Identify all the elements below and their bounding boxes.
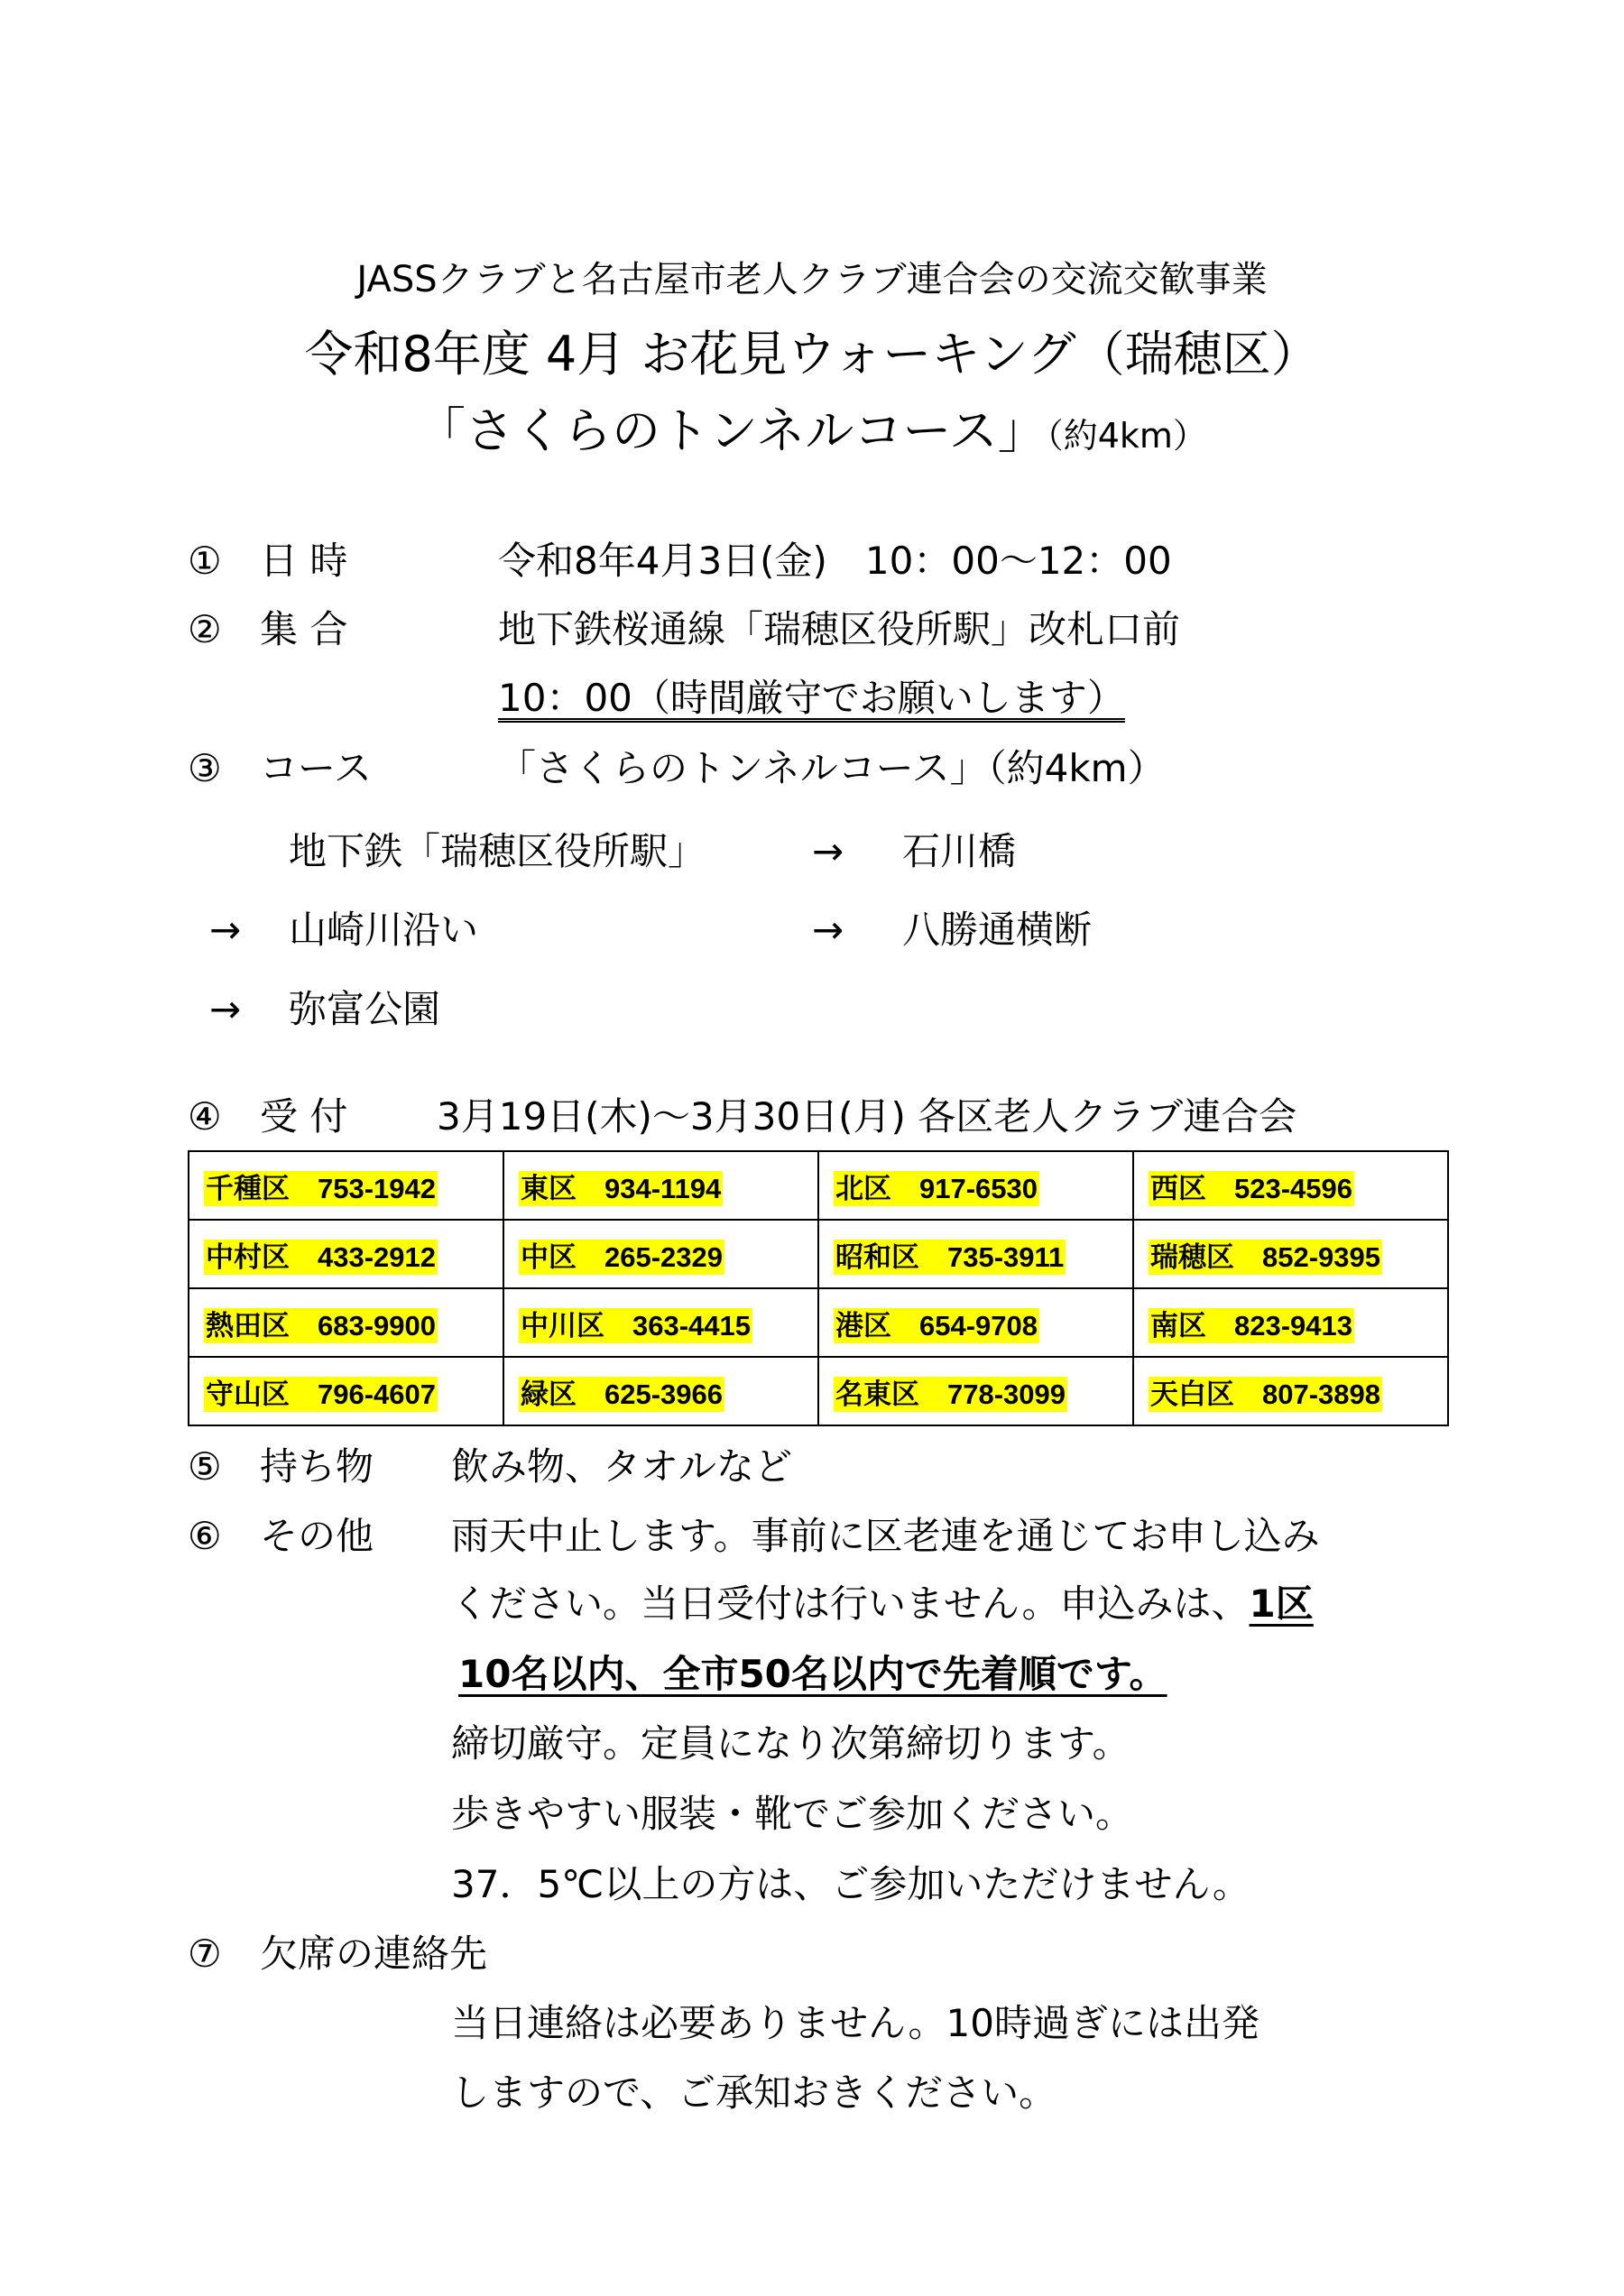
meeting-time-note: 10：00（時間厳守でお願いします）: [498, 676, 1125, 720]
table-cell: [503, 1357, 818, 1425]
section-number: ⑦: [188, 1932, 222, 1976]
datetime-value: 令和8年4月3日(金) 10：00～12：00: [498, 539, 1172, 583]
course-title: [0, 392, 1624, 462]
other-line: 37．5℃以上の方は、ご参加いただけません。: [451, 1862, 1250, 1906]
arrow-right-icon: →: [812, 829, 844, 873]
route-stop: 山崎川沿い: [289, 908, 479, 952]
table-cell: [503, 1220, 818, 1288]
section-label: コース: [260, 746, 372, 790]
other-line: 歩きやすい服装・靴でご参加ください。: [451, 1792, 1134, 1836]
limit-emphasis: 10名以内、全市50名以内で先着順です。: [458, 1652, 1167, 1696]
ward-contact: 千種区 753-1942: [206, 1172, 437, 1204]
table-cell: [1133, 1357, 1448, 1425]
table-cell: [818, 1288, 1133, 1357]
ward-contact: 守山区 796-4607: [206, 1378, 437, 1410]
section-label: その他: [260, 1514, 374, 1558]
section-label: 受 付: [260, 1094, 348, 1139]
course-distance: （約4km）: [1046, 416, 1207, 456]
absence-line: しますので、ご承知おきください。: [451, 2070, 1057, 2115]
section-number: ④: [188, 1094, 222, 1139]
route-stop: 八勝通横断: [902, 908, 1093, 952]
section-number: ⑥: [188, 1514, 222, 1558]
ward-contact: 北区 917-6530: [835, 1172, 1038, 1204]
table-cell: [818, 1357, 1133, 1425]
table-cell: [189, 1151, 503, 1220]
ward-contact: 名東区 778-3099: [835, 1378, 1066, 1410]
registration-period: 3月19日(木)～3月30日(月) 各区老人クラブ連合会: [437, 1094, 1297, 1139]
table-row: [189, 1288, 1448, 1357]
section-number: ⑤: [188, 1444, 222, 1489]
ward-contact: 中区 265-2329: [521, 1240, 724, 1273]
table-cell: [1133, 1288, 1448, 1357]
section-label: 日 時: [260, 539, 348, 583]
ward-contact: 熱田区 683-9900: [206, 1309, 437, 1342]
ward-contact: 東区 934-1194: [521, 1172, 722, 1204]
section-label: 持ち物: [260, 1444, 374, 1489]
table-cell: [1133, 1151, 1448, 1220]
table-cell: [189, 1288, 503, 1357]
ward-contact: 天白区 807-3898: [1150, 1378, 1381, 1410]
arrow-right-icon: →: [812, 908, 844, 952]
table-cell: [189, 1357, 503, 1425]
route-stop: 石川橋: [902, 829, 1017, 873]
section-number: ①: [188, 539, 222, 583]
table-cell: [503, 1288, 818, 1357]
arrow-right-icon: →: [209, 908, 242, 952]
event-subtitle: JASSクラブと名古屋市老人クラブ連合会の交流交歓事業: [356, 259, 1268, 300]
limit-emphasis: 1区: [1249, 1581, 1314, 1626]
other-line: 雨天中止します。事前に区老連を通じてお申し込み: [451, 1514, 1320, 1558]
ward-contact: 中村区 433-2912: [206, 1240, 437, 1273]
table-cell: [503, 1151, 818, 1220]
table-cell: [818, 1220, 1133, 1288]
section-label: 欠席の連絡先: [260, 1932, 488, 1976]
ward-contact: 瑞穂区 852-9395: [1150, 1240, 1381, 1273]
ward-contact: 昭和区 735-3911: [835, 1240, 1065, 1273]
route-stop: 地下鉄「瑞穂区役所駅」: [289, 829, 706, 873]
table-cell: [1133, 1220, 1448, 1288]
table-cell: [818, 1151, 1133, 1220]
ward-contact: 緑区 625-3966: [521, 1378, 724, 1410]
other-line: [451, 1581, 1314, 1627]
table-row: [189, 1220, 1448, 1288]
ward-contact: 西区 523-4596: [1150, 1172, 1353, 1204]
table-cell: [189, 1220, 503, 1288]
ward-contact: 南区 823-9413: [1150, 1309, 1353, 1342]
ward-contacts-table: [188, 1150, 1449, 1426]
route-stop: 弥富公園: [289, 987, 441, 1031]
arrow-right-icon: →: [209, 987, 242, 1031]
section-label: 集 合: [260, 607, 348, 651]
ward-contact: 港区 654-9708: [835, 1309, 1038, 1342]
course-name: 「さくらのトンネルコース」（約4km）: [498, 746, 1166, 790]
table-row: [189, 1357, 1448, 1425]
absence-line: 当日連絡は必要ありません。10時過ぎには出発: [451, 2001, 1260, 2045]
belongings-value: 飲み物、タオルなど: [451, 1444, 793, 1489]
event-title: 令和8年度 4月 お花見ウォーキング（瑞穂区）: [304, 326, 1320, 383]
ward-contact: 中川区 363-4415: [521, 1309, 752, 1342]
other-line-text: ください。当日受付は行いません。申込みは、: [451, 1581, 1250, 1626]
other-line: 締切厳守。定員になり次第締切ります。: [451, 1721, 1130, 1766]
table-row: [189, 1151, 1448, 1220]
section-number: ③: [188, 746, 222, 790]
meeting-place: 地下鉄桜通線「瑞穂区役所駅」改札口前: [498, 607, 1181, 651]
section-number: ②: [188, 607, 222, 651]
course-title-main: 「さくらのトンネルコース」: [417, 402, 1047, 459]
